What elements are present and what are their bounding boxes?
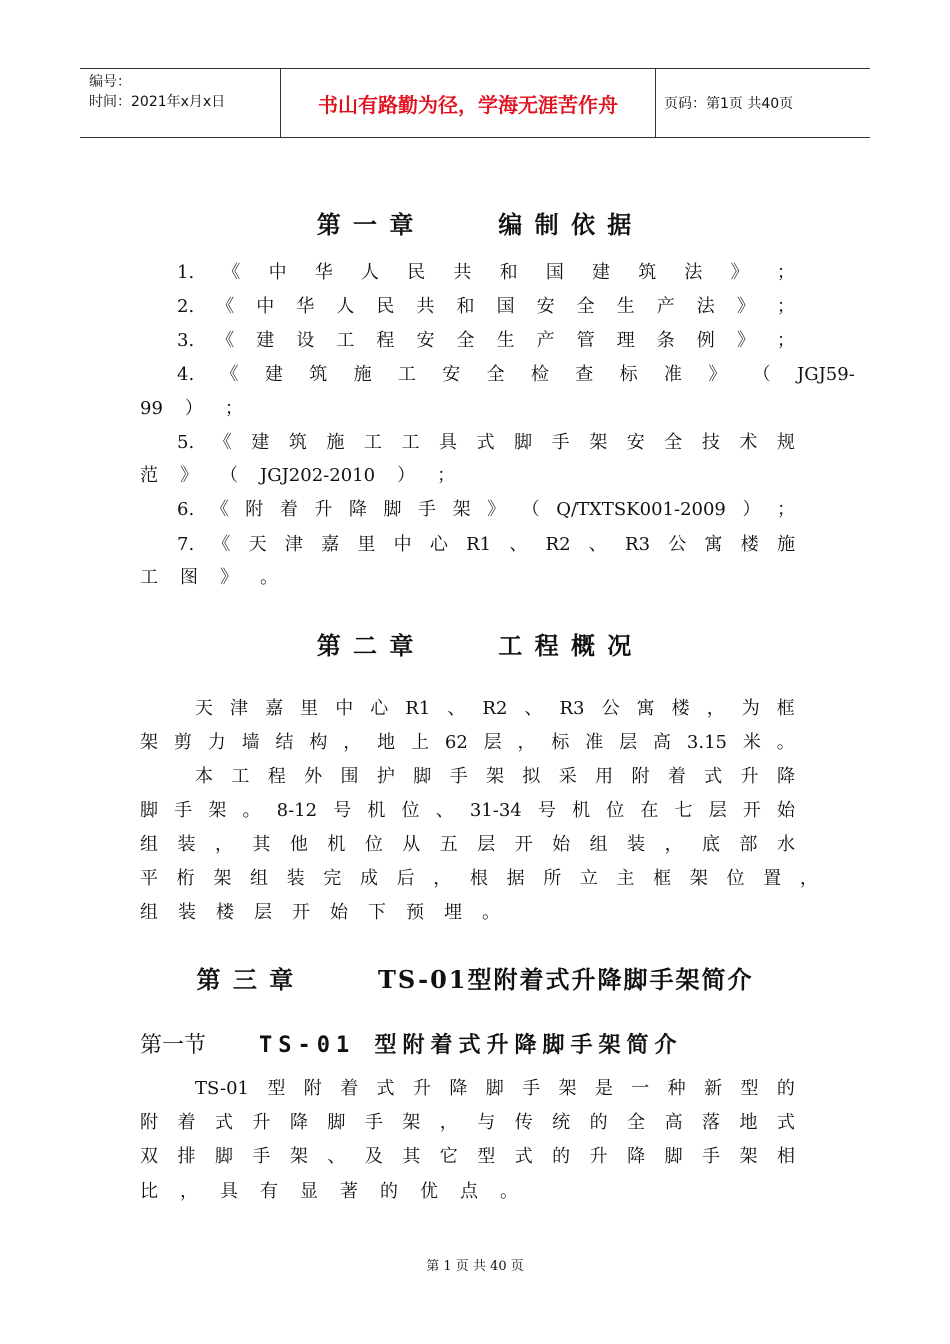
chapter1-line: 1. 《 中 华 人 民 共 和 国 建 筑 法 》 ；	[177, 262, 795, 283]
section-title: TS-01 型附着式升降脚手架简介	[259, 1033, 683, 1058]
chapter2-line: 本 工 程 外 围 护 脚 手 架 拟 采 用 附 着 式 升 降	[195, 766, 795, 787]
number-label: 编号：	[89, 74, 131, 90]
chapter1-line: 6. 《 附 着 升 降 脚 手 架 》 （ Q/TXTSK001-2009 ） ；	[177, 499, 795, 520]
header-meta	[80, 69, 280, 137]
chapter1-line: 4. 《 建 筑 施 工 安 全 检 查 标 准 》 （ JGJ59-	[177, 364, 855, 385]
chapter2-line: 天 津 嘉 里 中 心 R1 、 R2 、 R3 公 寓 楼 ， 为 框	[195, 698, 795, 719]
header-motto: 书山有路勤为径，学海无涯苦作舟	[280, 69, 656, 137]
chapter1-title: 第 一 章 编 制 依 据	[316, 210, 634, 239]
chapter3-title: 第 三 章 TS-01型附着式升降脚手架简介	[196, 965, 754, 994]
chapter2-line: 架 剪 力 墙 结 构 ， 地 上 62 层 ， 标 准 层 高 3.15 米 。	[140, 732, 795, 753]
chapter2-line: 组 装 ， 其 他 机 位 从 五 层 开 始 组 装 ， 底 部 水	[140, 834, 795, 855]
document-header	[80, 68, 870, 138]
chapter1-line: 5. 《 建 筑 施 工 工 具 式 脚 手 架 安 全 技 术 规	[177, 432, 795, 453]
chapter1-line: 工 图 》 。	[140, 567, 278, 588]
chapter2-line: 组 装 楼 层 开 始 下 预 埋 。	[140, 902, 500, 923]
chapter1-line: 7. 《 天 津 嘉 里 中 心 R1 、 R2 、 R3 公 寓 楼 施	[177, 534, 795, 555]
time-label: 时间：2021年x月x日	[89, 94, 226, 110]
section-heading	[140, 1028, 682, 1059]
page-footer: 第 1 页 共 40 页	[426, 1259, 524, 1274]
section-label: 第一节	[140, 1033, 207, 1058]
header-page-info: 页码：第1页 共40页	[664, 96, 794, 112]
chapter2-title: 第 二 章 工 程 概 况	[316, 631, 634, 660]
chapter1-line: 范 》 （ JGJ202-2010 ） ；	[140, 465, 456, 486]
chapter2-line: 平 桁 架 组 装 完 成 后 ， 根 据 所 立 主 框 架 位 置 ，	[140, 868, 818, 889]
chapter3-line: 附 着 式 升 降 脚 手 架 ， 与 传 统 的 全 高 落 地 式	[140, 1112, 795, 1133]
chapter1-line: 99 ） ；	[140, 398, 243, 419]
chapter2-line: 脚 手 架 。 8-12 号 机 位 、 31-34 号 机 位 在 七 层 开 始	[140, 800, 795, 821]
chapter3-line: 双 排 脚 手 架 、 及 其 它 型 式 的 升 降 脚 手 架 相	[140, 1146, 795, 1167]
chapter1-line: 3. 《 建 设 工 程 安 全 生 产 管 理 条 例 》 ；	[177, 330, 795, 351]
chapter1-line: 2. 《 中 华 人 民 共 和 国 安 全 生 产 法 》 ；	[177, 296, 795, 317]
chapter3-line: 比 ， 具 有 显 著 的 优 点 。	[140, 1181, 518, 1202]
chapter3-line: TS-01 型 附 着 式 升 降 脚 手 架 是 一 种 新 型 的	[195, 1078, 795, 1099]
